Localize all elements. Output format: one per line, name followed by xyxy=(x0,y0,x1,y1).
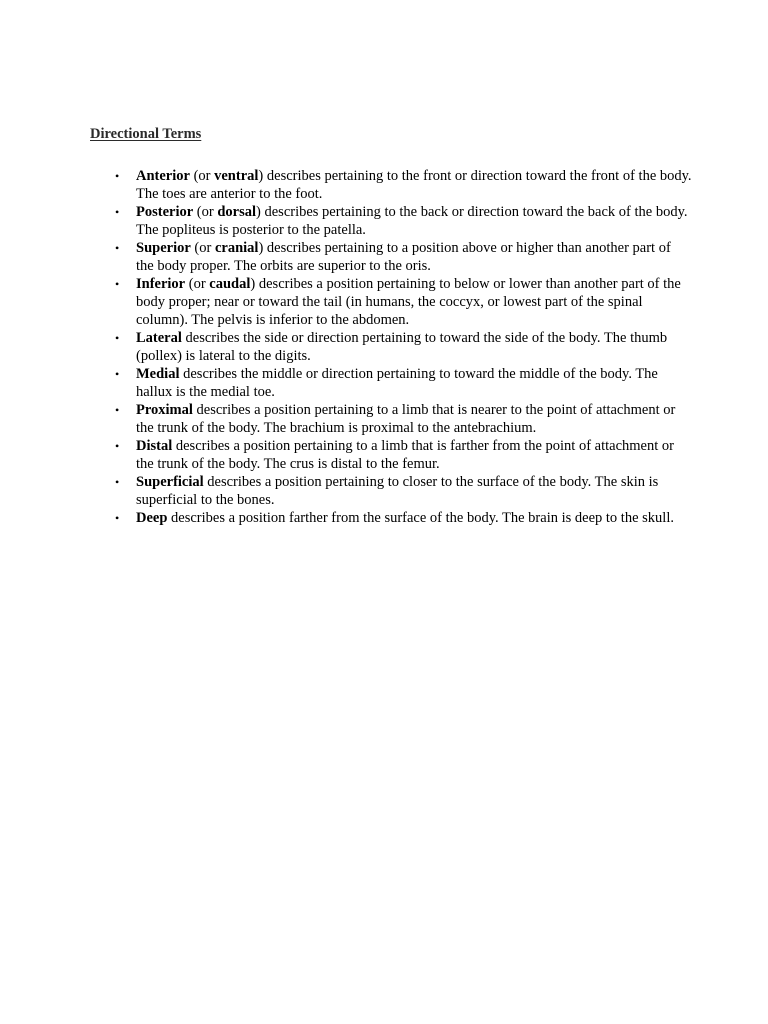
term-description: describes a position pertaining to a limb that is nearer to the point of attachment or the trunk of the body. The brachium is proximal to the antebrachium. xyxy=(136,402,676,436)
directional-terms-list xyxy=(115,167,692,527)
term-description: describes a position farther from the surface of the body. The brain is deep to the skull. xyxy=(167,510,674,526)
alt-term-suffix: ) xyxy=(258,168,264,184)
term-list-item xyxy=(115,329,692,365)
term-list-item xyxy=(115,239,692,275)
bullet-icon: • xyxy=(115,367,120,381)
term-description: describes a position pertaining to a limb that is farther from the point of attachment or the trunk of the body. The crus is distal to the femur. xyxy=(136,438,674,472)
term-list-item xyxy=(115,473,692,509)
term-name: Superficial xyxy=(136,474,204,490)
term-list-item xyxy=(115,203,692,239)
alt-term-name: ventral xyxy=(214,168,259,184)
alt-term-name: dorsal xyxy=(217,204,257,220)
term-description: describes pertaining to a position above or higher than another part of the body proper. The orbits are superior to the oris. xyxy=(136,240,671,274)
term-list-item xyxy=(115,509,692,527)
bullet-icon: • xyxy=(115,241,120,255)
term-name: Posterior xyxy=(136,204,194,220)
term-list-item xyxy=(115,275,692,329)
alt-term-prefix: (or xyxy=(185,276,210,292)
alt-term-suffix: ) xyxy=(250,276,256,292)
alt-term-suffix: ) xyxy=(258,240,264,256)
alt-term-name: caudal xyxy=(209,276,251,292)
term-description: describes a position pertaining to closer to the surface of the body. The skin is superficial to the bones. xyxy=(136,474,659,508)
alt-term-prefix: (or xyxy=(189,168,215,184)
term-description: describes a position pertaining to below or lower than another part of the body proper; near or toward the tail (in humans, the coccyx, or lowest part of the spinal column). The pelvis is inferior to the abdomen. xyxy=(136,276,681,328)
alt-term-name: cranial xyxy=(214,240,259,256)
term-list-item xyxy=(115,437,692,473)
alt-term-suffix: ) xyxy=(256,204,261,220)
term-description: describes pertaining to the back or direction toward the back of the body. The popliteus is posterior to the patella. xyxy=(136,204,688,238)
section-heading: Directional Terms xyxy=(90,126,202,142)
term-name: Deep xyxy=(136,510,168,526)
term-description: describes the side or direction pertaining to toward the side of the body. The thumb (pollex) is lateral to the digits. xyxy=(136,330,668,364)
term-name: Superior xyxy=(136,240,191,256)
bullet-icon: • xyxy=(115,277,120,291)
term-name: Proximal xyxy=(136,402,193,418)
alt-term-prefix: (or xyxy=(193,204,218,220)
term-list-item xyxy=(115,167,692,203)
bullet-icon: • xyxy=(115,439,120,453)
bullet-icon: • xyxy=(115,169,120,183)
term-description: describes the middle or direction pertaining to toward the middle of the body. The hallux is the medial toe. xyxy=(136,366,658,400)
bullet-icon: • xyxy=(115,475,120,489)
bullet-icon: • xyxy=(115,511,120,525)
term-list-item xyxy=(115,401,692,437)
bullet-icon: • xyxy=(115,205,120,219)
bullet-icon: • xyxy=(115,403,120,417)
term-name: Lateral xyxy=(136,330,182,346)
bullet-icon: • xyxy=(115,331,120,345)
term-description: describes pertaining to the front or direction toward the front of the body. The toes are anterior to the foot. xyxy=(136,168,692,202)
alt-term-prefix: (or xyxy=(190,240,215,256)
term-name: Distal xyxy=(136,438,173,454)
term-name: Anterior xyxy=(136,168,190,184)
term-name: Inferior xyxy=(136,276,186,292)
term-name: Medial xyxy=(136,366,180,382)
term-list-item xyxy=(115,365,692,401)
